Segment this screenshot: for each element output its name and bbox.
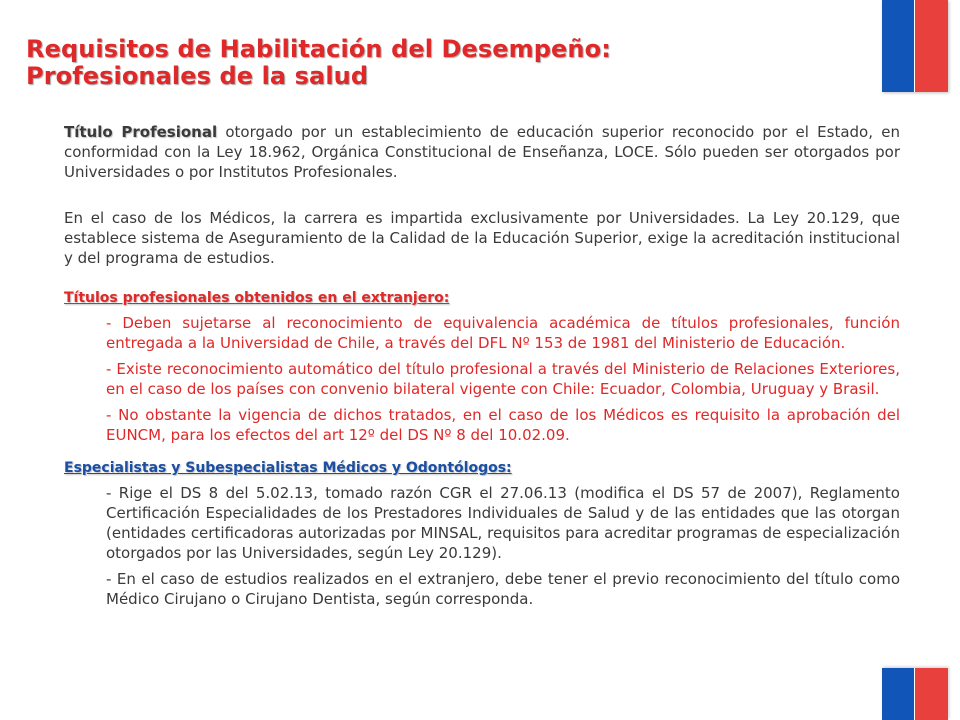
flag-red-stripe	[915, 668, 948, 720]
intro-lead: Título Profesional	[64, 123, 218, 141]
flag-red-stripe	[915, 0, 948, 92]
intro-text: otorgado por un establecimiento de educación superior reconocido por el Estado, en conformidad con la Ley 18.962, Orgánica Constitucional de Enseñanza, LOCE. Sólo pueden ser otorgados por Universidades o por Institutos Profesionales.	[64, 123, 900, 181]
flag-blue-stripe	[882, 0, 915, 92]
medicos-paragraph: En el caso de los Médicos, la carrera es impartida exclusivamente por Universidades. La Ley 20.129, que establece sistema de Aseguramiento de la Calidad de la Educación Superior, exige la acreditación institucional y del programa de estudios.	[64, 209, 900, 267]
extranjero-item: - Existe reconocimiento automático del título profesional a través del Ministerio de Relaciones Exteriores, en el caso de los países con convenio bilateral vigente con Chile: Ecuador, Colombia, Uruguay y Brasil.	[106, 360, 900, 398]
chile-flag-bottom-decoration	[882, 668, 948, 720]
intro-paragraph	[64, 122, 900, 182]
chile-flag-top-decoration	[882, 0, 948, 92]
extranjero-item: - Deben sujetarse al reconocimiento de equivalencia académica de títulos profesionales, función entregada a la Universidad de Chile, a través del DFL Nº 153 de 1981 del Ministerio de Educación.	[106, 314, 900, 352]
slide-body	[64, 122, 900, 615]
especialistas-item: - Rige el DS 8 del 5.02.13, tomado razón CGR el 27.06.13 (modifica el DS 57 de 2007), Reglamento Certificación Especialidades de los Prestadores Individuales de Salud y de las entidades que las otorgan (entidades certificadoras autorizadas por MINSAL, requisitos para acreditar programas de especialización otorgados por las Universidades, según Ley 20.129).	[106, 484, 900, 562]
extranjero-item: - No obstante la vigencia de dichos tratados, en el caso de los Médicos es requisito la aprobación del EUNCM, para los efectos del art 12º del DS Nº 8 del 10.02.09.	[106, 406, 900, 444]
especialistas-item: - En el caso de estudios realizados en el extranjero, debe tener el previo reconocimiento del título como Médico Cirujano o Cirujano Dentista, según corresponda.	[106, 570, 900, 608]
extranjero-heading: Títulos profesionales obtenidos en el extranjero:	[64, 290, 450, 306]
flag-blue-stripe	[882, 668, 915, 720]
especialistas-heading: Especialistas y Subespecialistas Médicos y Odontólogos:	[64, 460, 512, 476]
slide-title	[26, 36, 611, 90]
slide-title-line2: Profesionales de la salud	[26, 62, 369, 90]
slide-title-line1: Requisitos de Habilitación del Desempeño:	[26, 35, 611, 63]
